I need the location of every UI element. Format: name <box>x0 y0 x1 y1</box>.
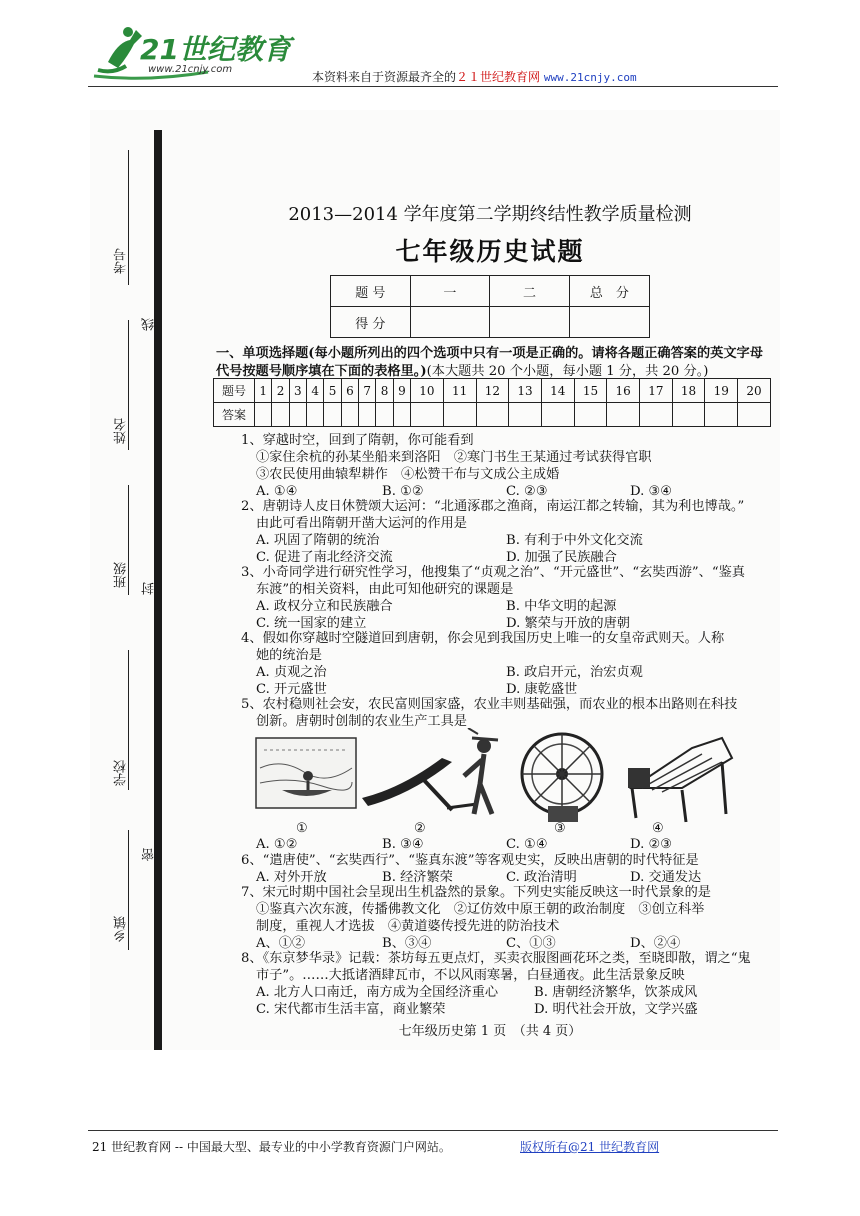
q2-option-d[interactable]: D. 加强了民族融合 <box>506 550 617 565</box>
question-number-cell: 20 <box>738 379 771 403</box>
header-note-prefix: 本资料来自于资源最齐全的 <box>312 70 457 84</box>
q5-tool-images <box>252 728 752 824</box>
q7-line3: 制度，重视人才选拔 ④黄道婆传授先进的防治技术 <box>256 919 560 934</box>
score-table <box>330 275 650 338</box>
header-brand-link[interactable]: ２１世纪教育网 <box>456 70 541 84</box>
q3-option-d[interactable]: D. 繁荣与开放的唐朝 <box>506 616 630 631</box>
xingming-underline <box>128 320 129 450</box>
answer-cell[interactable] <box>307 403 324 427</box>
question-number-cell: 15 <box>574 379 607 403</box>
q8-option-a[interactable]: A. 北方人口南迁，南方成为全国经济重心 <box>256 985 499 1000</box>
q5-option-a[interactable]: A. ①② <box>256 837 298 852</box>
answer-cell[interactable] <box>376 403 393 427</box>
q4-line2: 她的统治是 <box>256 648 322 663</box>
header-note <box>312 68 637 85</box>
score-header-cell: 二 <box>490 276 570 307</box>
q7-line2: ①鉴真六次东渡，传播佛教文化 ②辽仿效中原王朝的政治制度 ③创立科举 <box>256 902 705 917</box>
q5-line2: 创新。唐朝时创制的农业生产工具是 <box>256 714 467 729</box>
question-number-cell: 6 <box>341 379 358 403</box>
question-number-cell: 16 <box>607 379 640 403</box>
label-banji: 班级 <box>114 562 129 588</box>
question-number-cell: 17 <box>640 379 673 403</box>
score-cell[interactable] <box>410 307 490 338</box>
question-number-cell: 14 <box>541 379 574 403</box>
q1-option-d[interactable]: D. ③④ <box>630 484 673 499</box>
header-divider <box>88 86 778 87</box>
q3-option-c[interactable]: C. 统一国家的建立 <box>256 616 367 631</box>
score-cell[interactable] <box>569 307 649 338</box>
score-row-label: 得 分 <box>331 307 411 338</box>
kaohao-underline <box>128 150 129 285</box>
q8-option-c[interactable]: C. 宋代都市生活丰富，商业繁荣 <box>256 1002 446 1017</box>
question-number-cell: 11 <box>443 379 476 403</box>
question-number-cell: 9 <box>393 379 410 403</box>
label-kaohao: 考号 <box>114 248 129 274</box>
question-number-cell: 19 <box>705 379 738 403</box>
answer-cell[interactable] <box>359 403 376 427</box>
q5-option-c[interactable]: C. ①④ <box>506 837 548 852</box>
q6-option-a[interactable]: A. 对外开放 <box>256 870 327 885</box>
footer-text: 21 世纪教育网 -- 中国最大型、最专业的中小学教育资源门户网站。 <box>92 1140 451 1154</box>
answer-cell[interactable] <box>272 403 289 427</box>
xuexiao-underline <box>128 650 129 790</box>
q1-option-a[interactable]: A. ①④ <box>256 484 298 499</box>
question-number-cell: 1 <box>255 379 272 403</box>
answer-cell[interactable] <box>738 403 771 427</box>
q2-stem: 2、唐朝诗人皮日休赞颂大运河：“北通涿郡之渔商，南运江都之转输，其为利也博哉。” <box>241 499 745 514</box>
answer-cell[interactable] <box>341 403 358 427</box>
q3-option-b[interactable]: B. 中华文明的起源 <box>506 599 617 614</box>
q5-image-label-2: ② <box>414 821 426 836</box>
q8-stem: 8、《东京梦华录》记载：茶坊每五更点灯，买卖衣服图画花环之类，至晓即散，谓之“鬼 <box>241 951 751 966</box>
question-number-cell: 4 <box>307 379 324 403</box>
q8-line2: 市子”。……大抵诸酒肆瓦市，不以风雨寒暑，白昼通夜。此生活景象反映 <box>256 968 685 983</box>
score-cell[interactable] <box>490 307 570 338</box>
q5-image-4-icon <box>628 738 732 822</box>
answer-cell[interactable] <box>393 403 410 427</box>
q4-stem: 4、假如你穿越时空隧道回到唐朝，你会见到我国历史上唯一的女皇帝武则天。人称 <box>241 631 725 646</box>
q7-option-b[interactable]: B、③④ <box>382 936 432 951</box>
header-url-link[interactable]: www.21cnjy.com <box>543 71 637 84</box>
q1-option-b[interactable]: B. ①② <box>382 484 424 499</box>
q3-line2: 东渡”的相关资料，由此可知他研究的课题是 <box>256 582 514 597</box>
score-header-cell: 一 <box>410 276 490 307</box>
q1-line3: ③农民使用曲辕犁耕作 ④松赞干布与文成公主成婚 <box>256 467 560 482</box>
q8-option-d[interactable]: D. 明代社会开放，文学兴盛 <box>534 1002 698 1017</box>
q6-option-d[interactable]: D. 交通发达 <box>630 870 702 885</box>
q1-line2: ①家住余杭的孙某坐船来到洛阳 ②寒门书生王某通过考试获得官职 <box>256 450 652 465</box>
label-xuexiao: 学校 <box>114 760 129 786</box>
banji-underline <box>128 485 129 595</box>
q6-stem: 6、“遣唐使”、“玄奘西行”、“鉴真东渡”等客观史实，反映出唐朝的时代特征是 <box>241 853 699 868</box>
answer-cell[interactable] <box>640 403 673 427</box>
page-number: 七年级历史第 1 页 （共 4 页） <box>398 1024 582 1039</box>
answer-row-label: 答案 <box>214 403 255 427</box>
site-logo[interactable] <box>88 22 298 84</box>
question-number-cell: 13 <box>509 379 542 403</box>
q3-option-a[interactable]: A. 政权分立和民族融合 <box>256 599 393 614</box>
q7-option-d[interactable]: D、②④ <box>630 936 681 951</box>
label-xian: 线 <box>142 318 157 331</box>
q7-option-a[interactable]: A、①② <box>256 936 306 951</box>
q7-option-c[interactable]: C、①③ <box>506 936 556 951</box>
label-mi: 密 <box>142 848 157 861</box>
label-xingming: 姓名 <box>114 418 129 444</box>
answer-cell[interactable] <box>411 403 444 427</box>
xiangzhen-underline <box>128 830 129 950</box>
answer-cell[interactable] <box>476 403 509 427</box>
q1-stem: 1、穿越时空，回到了隋朝，你可能看到 <box>241 433 474 448</box>
score-header-cell: 总 分 <box>569 276 649 307</box>
q2-line2: 由此可看出隋朝开凿大运河的作用是 <box>256 516 467 531</box>
section-instructions-bold: 一、单项选择题(每小题所列出的四个选项中只有一项是正确的。请将各题正确答案的英文字母代号按题号顺序填在下面的表格里。) <box>216 346 763 379</box>
q2-option-c[interactable]: C. 促进了南北经济交流 <box>256 550 393 565</box>
answer-cell[interactable] <box>672 403 705 427</box>
q2-option-a[interactable]: A. 巩固了隋朝的统治 <box>256 533 380 548</box>
answer-cell[interactable] <box>574 403 607 427</box>
answer-cell[interactable] <box>509 403 542 427</box>
question-number-cell: 12 <box>476 379 509 403</box>
exam-title: 2013—2014 学年度第二学期终结性教学质量检测 <box>288 204 692 225</box>
question-number-cell: 5 <box>324 379 341 403</box>
answer-cell[interactable] <box>705 403 738 427</box>
footer-copyright-link[interactable]: 版权所有@21 世纪教育网 <box>520 1140 660 1154</box>
logo-text: 21世纪教育 <box>140 33 291 66</box>
q5-option-b[interactable]: B. ③④ <box>382 837 424 852</box>
q4-option-a[interactable]: A. 贞观之治 <box>256 665 327 680</box>
q5-image-3-icon <box>522 734 602 822</box>
q5-image-2-icon <box>362 728 498 814</box>
question-number-cell: 7 <box>359 379 376 403</box>
label-xiangzhen: 乡镇 <box>114 916 129 942</box>
q7-stem: 7、宋元时期中国社会呈现出生机盎然的景象。下列史实能反映这一时代景象的是 <box>241 885 711 900</box>
q6-option-b[interactable]: B. 经济繁荣 <box>382 870 453 885</box>
q2-option-b[interactable]: B. 有利于中外文化交流 <box>506 533 643 548</box>
q3-stem: 3、小奇同学进行研究性学习，他搜集了“贞观之治”、“开元盛世”、“玄奘西游”、“鉴真 <box>241 565 745 580</box>
section-instructions-normal: (本大题共 20 个小题，每小题 1 分，共 20 分。) <box>426 364 709 379</box>
q4-option-c[interactable]: C. 开元盛世 <box>256 682 327 697</box>
q5-stem: 5、农村稳则社会安，农民富则国家盛，农业丰则基础强，而农业的根本出路则在科技 <box>241 697 738 712</box>
question-number-cell: 2 <box>272 379 289 403</box>
answer-cell[interactable] <box>324 403 341 427</box>
q4-option-b[interactable]: B. 政启开元，治宏贞观 <box>506 665 643 680</box>
q4-option-d[interactable]: D. 康乾盛世 <box>506 682 578 697</box>
q5-image-label-3: ③ <box>554 821 566 836</box>
q8-option-b[interactable]: B. 唐朝经济繁华，饮茶成风 <box>534 985 698 1000</box>
q5-option-d[interactable]: D. ②③ <box>630 837 673 852</box>
answer-row-label: 题号 <box>214 379 255 403</box>
question-number-cell: 3 <box>289 379 306 403</box>
answer-table <box>213 378 771 427</box>
exam-subject-title: 七年级历史试题 <box>395 237 585 266</box>
q5-image-label-1: ① <box>296 821 308 836</box>
question-number-cell: 10 <box>411 379 444 403</box>
footer-divider <box>88 1130 778 1131</box>
logo-url: www.21cnjy.com <box>148 64 233 75</box>
answer-cell[interactable] <box>607 403 640 427</box>
q1-option-c[interactable]: C. ②③ <box>506 484 548 499</box>
answer-cell[interactable] <box>541 403 574 427</box>
label-feng: 封 <box>142 582 157 595</box>
q6-option-c[interactable]: C. 政治清明 <box>506 870 577 885</box>
question-number-cell: 18 <box>672 379 705 403</box>
score-header-cell: 题 号 <box>331 276 411 307</box>
q5-image-1-icon <box>256 738 356 808</box>
answer-cell[interactable] <box>443 403 476 427</box>
question-number-cell: 8 <box>376 379 393 403</box>
answer-cell[interactable] <box>289 403 306 427</box>
answer-cell[interactable] <box>255 403 272 427</box>
section-instructions <box>216 345 776 381</box>
q5-image-label-4: ④ <box>652 821 664 836</box>
